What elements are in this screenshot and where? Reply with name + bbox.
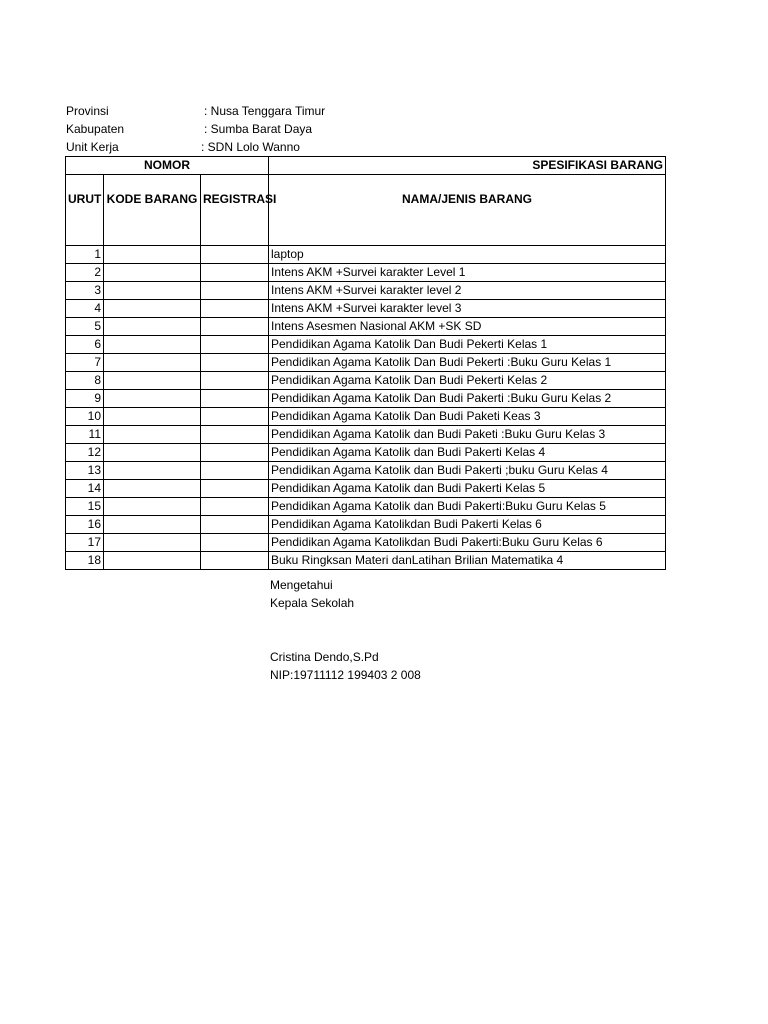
document-header [66,102,666,156]
kabupaten-label: Kabupaten [66,122,125,136]
row-kode-barang-cell [104,372,201,390]
row-nama-barang-cell: Pendidikan Agama Katolik Dan Budi Paketi Keas 3 [269,408,666,426]
row-nama-barang-cell: Pendidikan Agama Katolik Dan Budi Pekerti :Buku Guru Kelas 1 [269,354,666,372]
row-urut-cell: 8 [66,372,104,390]
registrasi-column-header: REGISTRASI [201,175,269,246]
row-registrasi-cell [201,282,269,300]
spesifikasi-group-header: SPESIFIKASI BARANG [269,157,666,175]
row-kode-barang-cell [104,480,201,498]
row-nama-barang-cell: Pendidikan Agama Katolik dan Budi Pakerti:Buku Guru Kelas 5 [269,498,666,516]
row-urut-cell: 15 [66,498,104,516]
row-nama-barang-cell: Intens AKM +Survei karakter Level 1 [269,264,666,282]
row-urut-cell: 18 [66,552,104,570]
unit-kerja-row [66,138,666,156]
table-row [66,354,666,372]
row-registrasi-cell [201,408,269,426]
row-urut-cell: 11 [66,426,104,444]
provinsi-value: : Nusa Tenggara Timur [204,104,326,118]
provinsi-row [66,102,666,120]
row-kode-barang-cell [104,426,201,444]
table-row [66,300,666,318]
table-row [66,552,666,570]
signature-space [270,612,421,648]
row-nama-barang-cell: laptop [269,246,666,264]
table-row [66,264,666,282]
kabupaten-row [66,120,666,138]
table-row [66,372,666,390]
table-column-header-row [66,175,666,246]
row-registrasi-cell [201,246,269,264]
row-urut-cell: 1 [66,246,104,264]
principal-name: Cristina Dendo,S.Pd [270,650,379,664]
row-registrasi-cell [201,552,269,570]
urut-column-header: URUT [66,175,104,246]
row-urut-cell: 2 [66,264,104,282]
row-kode-barang-cell [104,408,201,426]
row-nama-barang-cell: Intens AKM +Survei karakter level 3 [269,300,666,318]
row-kode-barang-cell [104,282,201,300]
table-row [66,462,666,480]
row-registrasi-cell [201,498,269,516]
row-kode-barang-cell [104,534,201,552]
row-nama-barang-cell: Intens AKM +Survei karakter level 2 [269,282,666,300]
row-nama-barang-cell: Pendidikan Agama Katolik Dan Budi Pakerti :Buku Guru Kelas 2 [269,390,666,408]
row-nama-barang-cell: Pendidikan Agama Katolikdan Budi Pakerti Kelas 6 [269,516,666,534]
row-nama-barang-cell: Pendidikan Agama Katolik dan Budi Paketi :Buku Guru Kelas 3 [269,426,666,444]
row-urut-cell: 13 [66,462,104,480]
row-registrasi-cell [201,390,269,408]
unit-kerja-value: : SDN Lolo Wanno [201,140,300,154]
provinsi-label: Provinsi [66,104,109,118]
table-row [66,498,666,516]
kepala-sekolah-text: Kepala Sekolah [270,596,355,610]
row-registrasi-cell [201,534,269,552]
table-row [66,480,666,498]
row-urut-cell: 16 [66,516,104,534]
row-registrasi-cell [201,318,269,336]
row-urut-cell: 17 [66,534,104,552]
row-urut-cell: 3 [66,282,104,300]
row-urut-cell: 7 [66,354,104,372]
table-row [66,246,666,264]
row-kode-barang-cell [104,390,201,408]
row-nama-barang-cell: Pendidikan Agama Katolikdan Budi Pakerti:Buku Guru Kelas 6 [269,534,666,552]
row-registrasi-cell [201,516,269,534]
row-urut-cell: 12 [66,444,104,462]
row-urut-cell: 14 [66,480,104,498]
row-registrasi-cell [201,444,269,462]
row-urut-cell: 9 [66,390,104,408]
kode-barang-column-header: KODE BARANG [104,175,201,246]
row-nama-barang-cell: Intens Asesmen Nasional AKM +SK SD [269,318,666,336]
mengetahui-text: Mengetahui [270,578,333,592]
row-nama-barang-cell: Pendidikan Agama Katolik dan Budi Pakerti Kelas 4 [269,444,666,462]
table-row [66,534,666,552]
signature-block [270,576,421,684]
table-row [66,318,666,336]
row-kode-barang-cell [104,354,201,372]
kabupaten-value: : Sumba Barat Daya [204,122,313,136]
row-nama-barang-cell: Pendidikan Agama Katolik Dan Budi Pekerti Kelas 2 [269,372,666,390]
row-registrasi-cell [201,426,269,444]
table-row [66,390,666,408]
table-row [66,336,666,354]
table-row [66,426,666,444]
nama-jenis-barang-column-header: NAMA/JENIS BARANG [269,175,666,246]
row-kode-barang-cell [104,444,201,462]
row-urut-cell: 4 [66,300,104,318]
row-registrasi-cell [201,480,269,498]
row-nama-barang-cell: Pendidikan Agama Katolik dan Budi Pakerti Kelas 5 [269,480,666,498]
row-urut-cell: 6 [66,336,104,354]
row-nama-barang-cell: Buku Ringksan Materi danLatihan Brilian Matematika 4 [269,552,666,570]
row-registrasi-cell [201,336,269,354]
row-nama-barang-cell: Pendidikan Agama Katolik Dan Budi Pekerti Kelas 1 [269,336,666,354]
row-registrasi-cell [201,300,269,318]
row-nama-barang-cell: Pendidikan Agama Katolik dan Budi Pakerti ;buku Guru Kelas 4 [269,462,666,480]
row-kode-barang-cell [104,462,201,480]
row-kode-barang-cell [104,336,201,354]
row-kode-barang-cell [104,246,201,264]
unit-kerja-label: Unit Kerja [66,140,119,154]
table-row [66,444,666,462]
row-kode-barang-cell [104,498,201,516]
row-urut-cell: 10 [66,408,104,426]
row-kode-barang-cell [104,516,201,534]
inventory-table [65,156,666,570]
row-registrasi-cell [201,264,269,282]
table-row [66,282,666,300]
table-group-header-row [66,157,666,175]
row-kode-barang-cell [104,300,201,318]
row-registrasi-cell [201,372,269,390]
row-registrasi-cell [201,354,269,372]
table-row [66,408,666,426]
row-kode-barang-cell [104,264,201,282]
row-registrasi-cell [201,462,269,480]
nomor-group-header: NOMOR [66,157,269,175]
principal-nip: NIP:19711112 199403 2 008 [270,668,421,682]
table-row [66,516,666,534]
row-kode-barang-cell [104,552,201,570]
row-kode-barang-cell [104,318,201,336]
row-urut-cell: 5 [66,318,104,336]
